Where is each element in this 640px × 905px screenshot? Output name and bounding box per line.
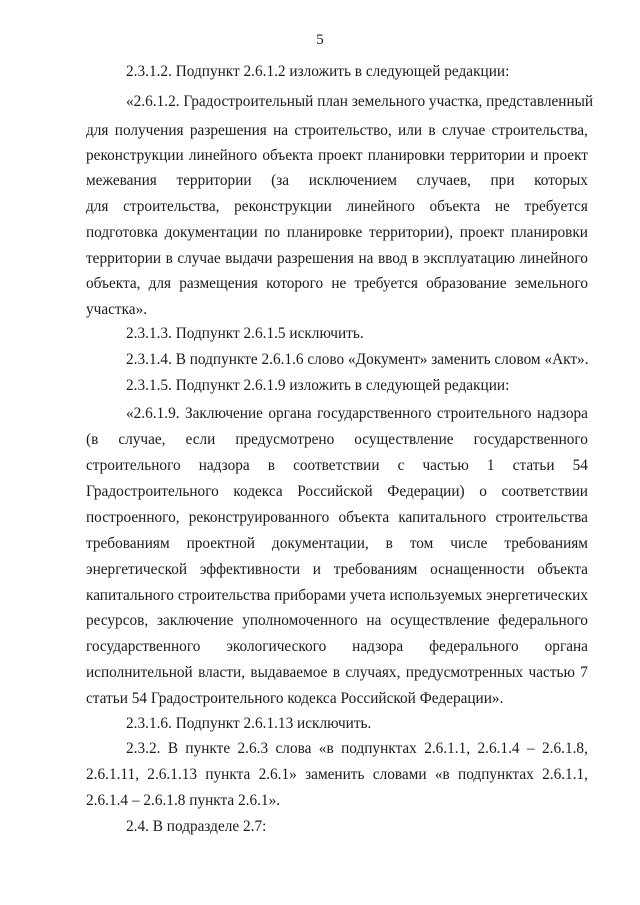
- text-word: Федерации): [387, 483, 465, 500]
- text-line: [86, 586, 588, 606]
- text-word: органа: [268, 405, 312, 422]
- text-word: пункта: [205, 766, 251, 783]
- text-word: объекта: [429, 198, 481, 215]
- text-word: о: [479, 483, 487, 500]
- text-word: 2.3.1.2. Подпункт 2.6.1.2 изложить в следующей редакции:: [126, 63, 510, 80]
- text-word: приборами: [274, 587, 346, 604]
- text-word: 2.3.1.5. Подпункт 2.6.1.9 изложить в следующей редакции:: [126, 377, 510, 394]
- text-word: «в: [318, 740, 334, 757]
- text-word: 1: [486, 457, 495, 474]
- text-word: в: [428, 122, 436, 139]
- text-word: разрешения: [189, 122, 267, 139]
- text-word: размещения: [179, 275, 258, 292]
- text-word: реконструированного: [188, 509, 330, 526]
- text-line: [126, 404, 588, 424]
- text-word: слова: [275, 740, 312, 757]
- text-word: строительного: [436, 405, 532, 422]
- text-word: 2.6.1.11,: [86, 766, 139, 783]
- text-word: на: [366, 612, 382, 629]
- text-word: «в: [434, 766, 450, 783]
- text-word: реконструкции: [86, 147, 184, 164]
- text-word: 2.6.1.8,: [542, 740, 588, 757]
- text-word: объекта: [262, 147, 314, 164]
- text-word: документации,: [271, 535, 369, 552]
- text-word: линейного: [346, 198, 415, 215]
- text-word: линейного: [188, 147, 258, 164]
- text-line: [126, 376, 509, 396]
- text-word: ресурсов,: [86, 612, 149, 629]
- text-word: надзора: [352, 638, 404, 655]
- text-word: ввод: [377, 250, 408, 267]
- text-word: не: [494, 198, 510, 215]
- text-word: капитального: [398, 509, 487, 526]
- text-line: [86, 121, 588, 141]
- text-line: [86, 171, 588, 191]
- text-word: используемых: [389, 587, 483, 604]
- text-word: и: [530, 147, 539, 164]
- text-word: Российской: [297, 483, 373, 500]
- text-line: [86, 663, 588, 683]
- text-line: [86, 456, 588, 476]
- text-line: [86, 560, 588, 580]
- text-word: случае,: [118, 431, 166, 448]
- text-word: при: [490, 172, 515, 189]
- text-word: планировки: [367, 147, 445, 164]
- text-word: федерального: [429, 638, 519, 655]
- text-word: случае: [441, 122, 486, 139]
- text-word: надзора: [198, 457, 250, 474]
- text-word: частью: [422, 457, 469, 474]
- text-word: предусмотрено: [235, 431, 335, 448]
- text-word: планировке: [286, 224, 363, 241]
- text-word: 2.3.1.3. Подпункт 2.6.1.5 исключить.: [126, 325, 364, 342]
- text-word: или: [398, 122, 423, 139]
- text-word: не: [331, 275, 347, 292]
- text-word: 54: [572, 457, 588, 474]
- text-word: уполномоченного: [242, 612, 358, 629]
- text-word: и: [312, 561, 321, 578]
- text-word: заключение: [157, 612, 234, 629]
- text-word: (за: [271, 172, 290, 189]
- text-word: объекта: [537, 561, 588, 578]
- text-line: [126, 817, 266, 837]
- text-word: объекта: [338, 509, 390, 526]
- text-word: получения: [114, 122, 184, 139]
- text-word: территории: [449, 147, 526, 164]
- text-word: линейного: [519, 250, 588, 267]
- text-line: [86, 508, 588, 528]
- text-word: для: [86, 122, 109, 139]
- text-word: 2.6.1.4: [477, 740, 520, 757]
- text-word: на: [273, 122, 289, 139]
- text-word: Заключение: [184, 405, 263, 422]
- text-line: [86, 611, 588, 631]
- text-word: (в: [86, 431, 99, 448]
- text-word: земельного: [514, 275, 588, 292]
- text-word: в: [267, 457, 275, 474]
- text-word: территории),: [368, 224, 454, 241]
- text-word: кодекса: [233, 483, 283, 500]
- text-word: пункте: [185, 740, 231, 757]
- text-word: статьи: [512, 457, 555, 474]
- text-word: построенного,: [86, 509, 180, 526]
- text-word: для: [148, 275, 172, 292]
- text-line: [86, 430, 588, 450]
- text-word: 2.6.1.1,: [424, 740, 471, 757]
- text-word: федерального: [498, 612, 588, 629]
- text-word: строительство,: [294, 122, 392, 139]
- text-word: 2.6.1»: [258, 766, 297, 783]
- text-word: подпунктах: [458, 766, 534, 783]
- text-word: том: [409, 535, 434, 552]
- text-word: заменить: [305, 766, 365, 783]
- text-word: 2.3.1.6. Подпункт 2.6.1.13 исключить.: [126, 715, 372, 732]
- text-word: в: [332, 664, 340, 681]
- text-word: требованиям: [333, 561, 418, 578]
- text-line: [86, 300, 147, 320]
- text-line: [86, 689, 503, 709]
- text-word: проект: [318, 147, 363, 164]
- text-line: [86, 249, 588, 269]
- text-word: В: [167, 740, 179, 757]
- text-word: 2.6.3: [237, 740, 269, 757]
- text-word: планировки: [510, 224, 588, 241]
- text-word: государственного: [86, 638, 201, 655]
- text-word: соответствии: [501, 483, 588, 500]
- text-word: объекта,: [86, 275, 141, 292]
- text-word: частью: [528, 664, 575, 681]
- text-line: [86, 146, 588, 166]
- text-word: для: [86, 198, 109, 215]
- text-line: [126, 324, 364, 344]
- text-line: [86, 197, 588, 217]
- text-word: случаев,: [416, 172, 471, 189]
- text-word: государственного: [473, 431, 588, 448]
- text-word: строительства,: [491, 122, 588, 139]
- text-word: образование: [426, 275, 507, 292]
- text-line: [126, 350, 589, 370]
- text-word: которого: [266, 275, 324, 292]
- text-word: строительства,: [123, 198, 220, 215]
- text-word: «2.6.1.2. Градостроительный план земельного участка, представленный: [126, 93, 594, 110]
- text-word: случае: [177, 250, 221, 267]
- text-word: исполнительной: [86, 664, 193, 681]
- text-word: капитального: [86, 587, 174, 604]
- text-word: учета: [349, 587, 386, 604]
- text-word: энергетической: [86, 561, 188, 578]
- text-word: числе: [450, 535, 488, 552]
- text-word: предусмотренных: [405, 664, 524, 681]
- text-word: с: [397, 457, 405, 474]
- text-word: территории: [86, 250, 162, 267]
- text-word: 2.4. В подразделе 2.7:: [126, 818, 267, 835]
- text-line: [126, 714, 371, 734]
- text-word: подпунктах: [341, 740, 417, 757]
- text-line: [86, 274, 588, 294]
- text-word: осуществление: [390, 612, 490, 629]
- text-word: 7: [580, 664, 588, 681]
- text-line: [126, 62, 509, 82]
- text-word: строительства: [495, 509, 588, 526]
- text-word: органа: [544, 638, 588, 655]
- text-word: в: [385, 535, 393, 552]
- text-word: эффективности: [199, 561, 301, 578]
- text-word: территории: [176, 172, 252, 189]
- text-word: проект: [543, 147, 588, 164]
- text-line: [126, 92, 593, 112]
- text-word: требованиям: [504, 535, 588, 552]
- text-word: реконструкции: [234, 198, 332, 215]
- text-word: в: [411, 250, 420, 267]
- text-word: эксплуатацию: [423, 250, 516, 267]
- text-word: выдачи: [225, 250, 273, 267]
- text-word: 2.6.1.1,: [542, 766, 588, 783]
- text-line: [86, 637, 588, 657]
- text-word: 2.3.1.4. В подпункте 2.6.1.6 слово «Документ» заменить словом «Акт».: [126, 351, 589, 368]
- text-word: на: [358, 250, 374, 267]
- text-word: в: [165, 250, 173, 267]
- text-word: разрешения: [277, 250, 354, 267]
- text-word: «2.6.1.9.: [126, 405, 180, 422]
- text-line: [126, 739, 588, 759]
- text-word: по: [264, 224, 281, 241]
- text-word: подготовка: [86, 224, 158, 241]
- text-word: оснащенности: [430, 561, 525, 578]
- text-word: документации: [164, 224, 258, 241]
- text-word: статьи 54 Градостроительного кодекса Российской Федерации».: [86, 690, 504, 707]
- text-word: экологического: [226, 638, 327, 655]
- text-word: государственного: [317, 405, 432, 422]
- text-word: выдаваемое: [250, 664, 328, 681]
- text-word: проект: [459, 224, 505, 241]
- text-word: участка».: [86, 301, 148, 318]
- text-word: Градостроительного: [86, 483, 219, 500]
- text-word: осуществление: [354, 431, 454, 448]
- text-word: требуется: [354, 275, 418, 292]
- text-word: 2.3.2.: [126, 740, 161, 757]
- text-word: энергетических: [486, 587, 588, 604]
- text-word: исключением: [308, 172, 397, 189]
- text-word: межевания: [86, 172, 157, 189]
- text-line: [86, 223, 588, 243]
- text-word: словами: [372, 766, 427, 783]
- text-word: если: [185, 431, 216, 448]
- page-number: 5: [316, 32, 324, 48]
- text-word: требованиям: [86, 535, 170, 552]
- text-word: надзора: [536, 405, 588, 422]
- text-word: –: [526, 740, 535, 757]
- text-word: 2.6.1.4 – 2.6.1.8 пункта 2.6.1».: [86, 792, 281, 809]
- text-line: [86, 482, 588, 502]
- text-word: строительного: [86, 457, 181, 474]
- text-word: требуется: [524, 198, 588, 215]
- text-line: [86, 791, 280, 811]
- text-word: строительства: [177, 587, 271, 604]
- text-word: случаях,: [345, 664, 401, 681]
- text-word: проектной: [186, 535, 255, 552]
- text-word: власти,: [198, 664, 246, 681]
- text-line: [86, 765, 588, 785]
- text-line: [86, 534, 588, 554]
- text-word: 2.6.1.13: [147, 766, 198, 783]
- text-word: которых: [534, 172, 588, 189]
- text-word: соответствии: [293, 457, 380, 474]
